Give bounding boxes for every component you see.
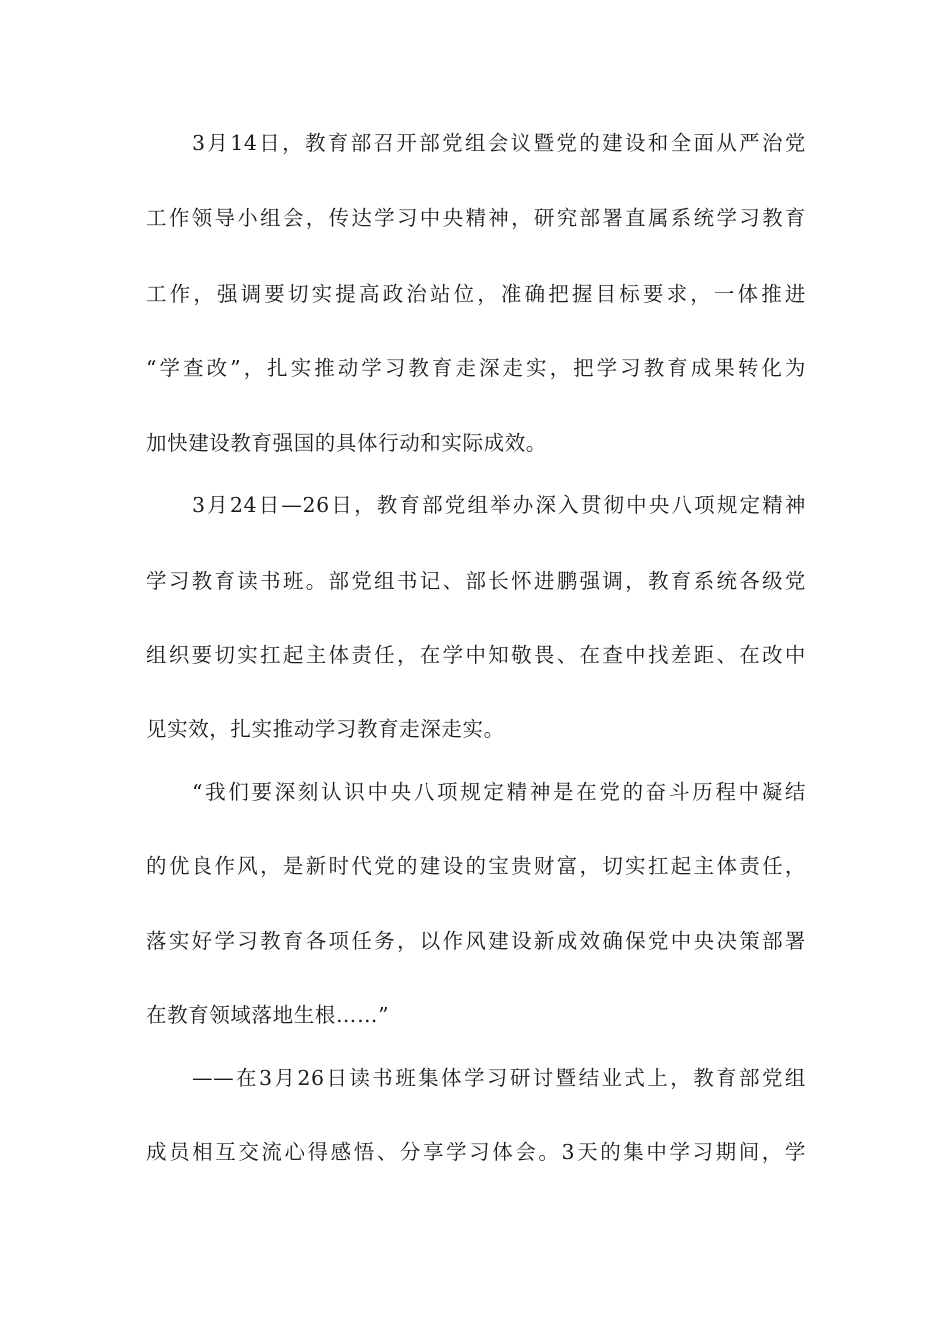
text-line: 学习教育读书班。部党组书记、部长怀进鹏强调，教育系统各级党 [146,569,806,593]
text-line: 组织要切实扛起主体责任，在学中知敬畏、在查中找差距、在改中 [146,643,806,667]
text-line: 加快建设教育强国的具体行动和实际成效。 [146,431,547,455]
text-line: 见实效，扎实推动学习教育走深走实。 [146,717,505,741]
text-line: “学查改”，扎实推动学习教育走深走实，把学习教育成果转化为 [146,356,806,380]
text-line: 落实好学习教育各项任务，以作风建设新成效确保党中央决策部署 [146,929,806,953]
text-line: 3月24日—26日，教育部党组举办深入贯彻中央八项规定精神 [192,493,806,517]
text-line: 在教育领域落地生根……” [146,1003,390,1027]
text-line: 工作，强调要切实提高政治站位，准确把握目标要求，一体推进 [146,282,806,306]
text-line: ——在3月26日读书班集体学习研讨暨结业式上，教育部党组 [192,1066,806,1090]
text-line: 成员相互交流心得感悟、分享学习体会。3天的集中学习期间，学 [146,1140,806,1164]
text-line: “我们要深刻认识中央八项规定精神是在党的奋斗历程中凝结 [192,780,806,804]
text-line: 工作领导小组会，传达学习中央精神，研究部署直属系统学习教育 [146,206,806,230]
text-line: 的优良作风，是新时代党的建设的宝贵财富，切实扛起主体责任， [146,854,806,878]
text-line: 3月14日，教育部召开部党组会议暨党的建设和全面从严治党 [192,131,806,155]
